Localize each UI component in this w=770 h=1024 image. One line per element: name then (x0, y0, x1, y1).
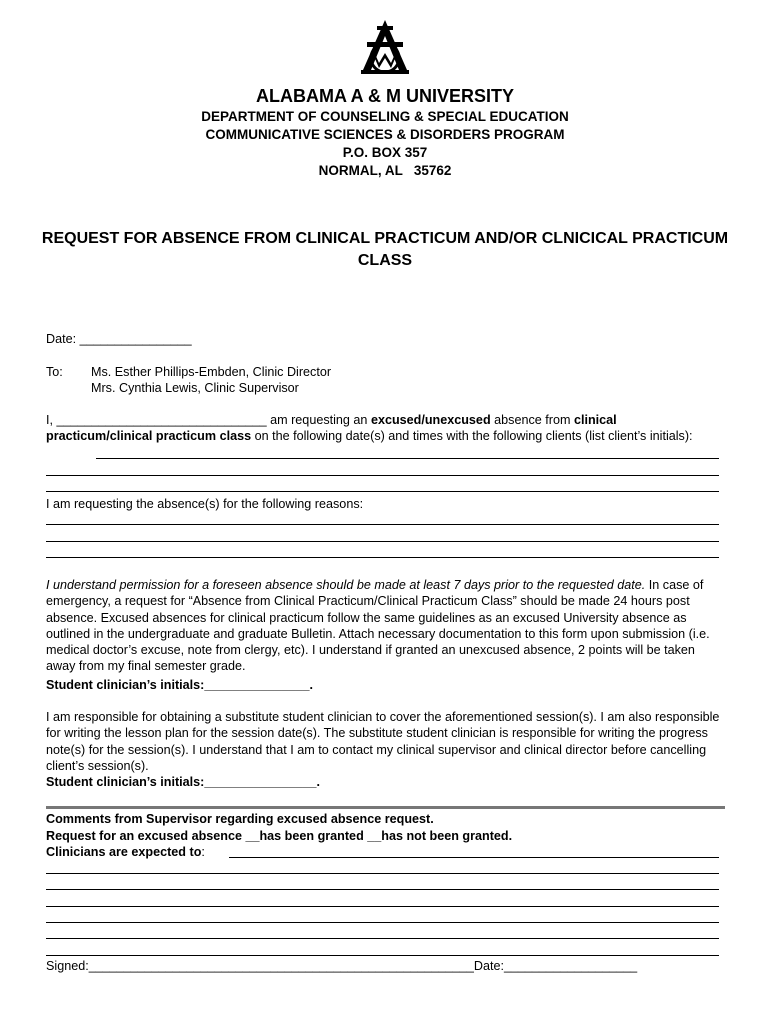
reason-line-3[interactable] (46, 557, 719, 558)
program-name: COMMUNICATIVE SCIENCES & DISORDERS PROGRAM (205, 127, 565, 142)
section-divider (46, 806, 725, 809)
student-initials-field-2[interactable]: Student clinician’s initials:________________. (46, 775, 320, 789)
department-name: DEPARTMENT OF COUNSELING & SPECIAL EDUCATION (201, 109, 569, 124)
reason-line-2[interactable] (46, 541, 719, 542)
expectations-line-3[interactable] (46, 906, 719, 907)
recipient-clinic-supervisor: Mrs. Cynthia Lewis, Clinic Supervisor (91, 381, 299, 395)
date-field[interactable]: Date: ________________ (46, 332, 192, 346)
form-title: REQUEST FOR ABSENCE FROM CLINICAL PRACTICUM AND/OR CLNICICAL PRACTICUM CLASS (41, 230, 729, 269)
client-dates-line-2[interactable] (46, 491, 719, 492)
substitute-responsibility: I am responsible for obtaining a substitute student clinician to cover the aforementioned session(s). I am also responsible for writing the lesson plan for the session date(s). The substitute student clinician is responsible for writing the progress note(s) for the session(s). I understand that I am to contact my clinical supervisor and clinical director before cancelling client’s session(s). (46, 710, 720, 773)
reason-line-1[interactable] (46, 524, 719, 525)
student-initials-field-1[interactable]: Student clinician’s initials:_______________. (46, 678, 313, 692)
absence-policy: I understand permission for a foreseen absence should be made at least 7 days prior to the requested date. In case of emergency, a request for “Absence from Clinical Practicum/Clinical Practicum Class” should be made 24 hours post absence. Excused absences for clinical practicum follow the same guidelines as an excused University absence as outlined in the undergraduate and graduate Bulletin. Attach necessary documentation to this form upon submission (i.e. medical doctor’s excuse, note from clergy, etc). I understand if granted an unexcused absence, 2 points will be taken away from my final semester grade. (46, 578, 710, 674)
expectations-line-4[interactable] (46, 922, 719, 923)
signature-date-line[interactable]: Signed:_______________________________________________________Date:___________________ (46, 959, 638, 973)
expectations-line-6[interactable] (46, 955, 719, 956)
supervisor-comments-label: Comments from Supervisor regarding excused absence request. (46, 812, 434, 826)
client-dates-line-1[interactable] (46, 475, 719, 476)
request-granted-options[interactable]: Request for an excused absence __has been granted __has not been granted. (46, 829, 513, 843)
client-initials-line[interactable] (96, 458, 719, 459)
city-state-zip: NORMAL, AL 35762 (318, 163, 452, 178)
recipient-clinic-director: Ms. Esther Phillips-Embden, Clinic Director (91, 365, 332, 379)
university-logo (357, 18, 413, 82)
expectations-line-5[interactable] (46, 938, 719, 939)
to-label: To: (46, 365, 63, 379)
request-statement[interactable]: I, ______________________________ am requesting an excused/unexcused absence from clinical practicum/clinical practicum class on the following date(s) and times with the following clients (list client’s initials): (46, 413, 693, 444)
clinicians-expected-label: Clinicians are expected to: (46, 845, 205, 859)
expectations-line-2[interactable] (46, 889, 719, 890)
expectations-line-1[interactable] (46, 873, 719, 874)
university-name: ALABAMA A & M UNIVERSITY (256, 86, 514, 106)
expectations-line-0[interactable] (229, 857, 719, 858)
po-box: P.O. BOX 357 (342, 145, 428, 160)
reasons-label: I am requesting the absence(s) for the following reasons: (46, 497, 364, 511)
